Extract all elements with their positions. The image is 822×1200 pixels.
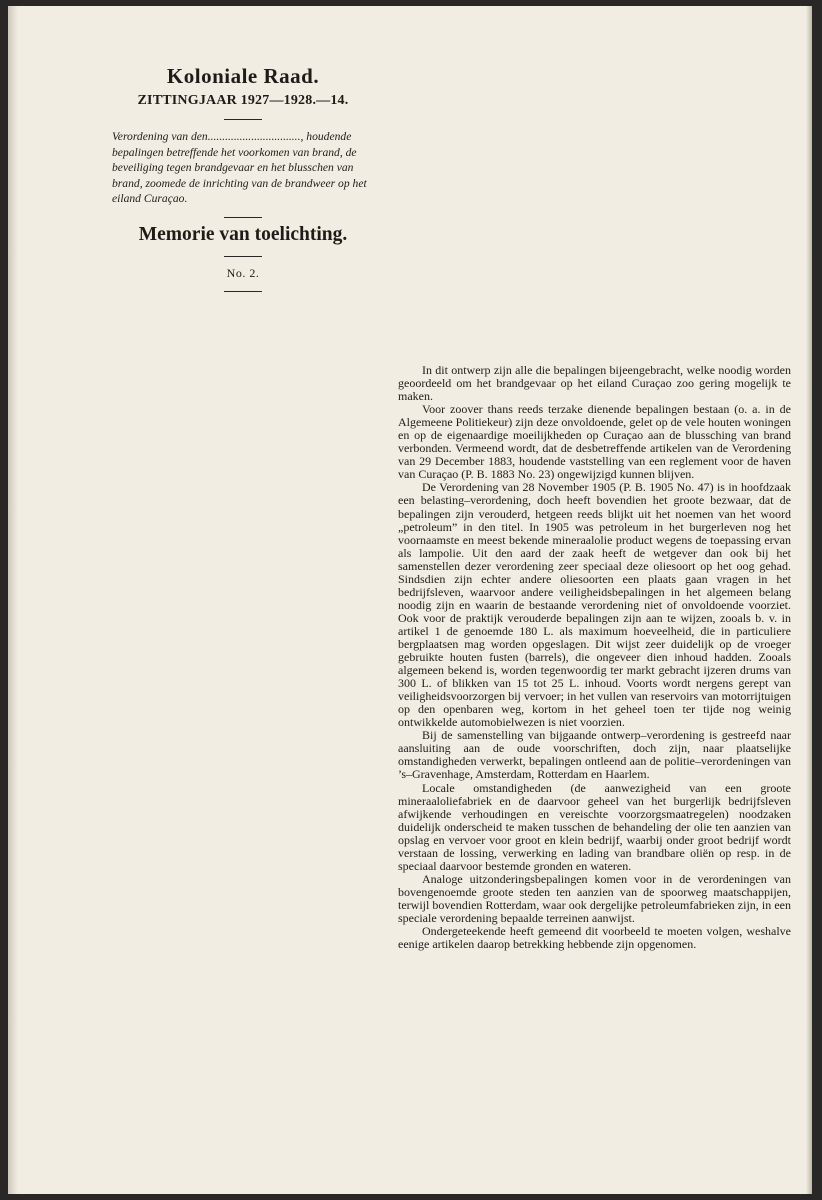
session-year: ZITTINGJAAR 1927—1928.—14. [137, 93, 349, 108]
document-number: No. 2. [226, 265, 260, 280]
ordinance-description: Verordening van den................................, houdende bepalingen betreffende het voorkomen van brand, de beveiliging tegen brandgevaar en het blusschen van brand, zoomede de inrichting van de brandweer op het eiland Curaçao. [112, 130, 367, 205]
body-paragraph: Locale omstandigheden (de aanwezigheid van een groote mineraaloliefabriek en de daarvoor geheel van het burgerlijk bedrijfsleven afwijkende verhoudingen en vereischte voorzorgsmaatregelen) noodzaken duidelijk onderscheid te maken tusschen de behandeling der olie ten aanzien van opslag en vervoer voor groot en klein bedrijf, waarbij onder groot bedrijf wordt verstaan de lossing, verwerking en lading van brandbare oliën op resp. in de speciaal daarvoor bestemde gronden en wateren. [398, 780, 791, 873]
body-paragraph: De Verordening van 28 November 1905 (P. B. 1905 No. 47) is in hoofdzaak een belasting–verordening, doch heeft bovendien het groote bezwaar, dat de bepalingen zijn verouderd, hetgeen reeds blijkt uit het noemen van het woord „petroleum” in den titel. In 1905 was petroleum in het burgerleven nog het voornaamste en meest bekende mineraalolie product wegens de toepassing ervan als lampolie. Uit den aard der zaak heeft de wetgever dan ook bij het samenstellen dezer verordening zeer speciaal deze oliesoort op het oog gehad. Sindsdien zijn echter andere oliesoorten een plaats gaan vragen in het bedrijfsleven, waarvoor andere veiligheidsbepalingen in het algemeen belang noodig zijn en waarin de bestaande verordening niet of onvoldoende voorziet. Ook voor de praktijk verouderde bepalingen zijn aan te wijzen, zooals b. v. in artikel 1 de genoemde 180 L. als maximum hoeveelheid, die in particuliere bergplaatsen mag worden opgeslagen. Dit wijst zeer duidelijk op de vroeger gebruikte houten fusten (barrels), die ongeveer dien inhoud hadden. Zooals algemeen bekend is, worden tegenwoordig ter markt gebracht ijzeren drums van 300 L. of blikken van 15 tot 25 L. inhoud. Voorts wordt nergens gerept van veiligheidsvoorzorgen bij vervoer; in het vullen van reservoirs van motorrijtuigen op den openbaren weg, kortom in het geheel toen ter tijde nog weinig ontwikkelde automobielwezen is niet voorzien. [398, 480, 791, 730]
divider-rule [224, 291, 262, 292]
memo-title: Memorie van toelichting. [138, 223, 348, 245]
body-paragraph: Bij de samenstelling van bijgaande ontwerp–verordening is gestreefd naar aansluiting aan de oude voorschriften, doch zijn, naar plaatselijke omstandigheden verwerkt, bepalingen ontleend aan de politie–verordeningen van ’s–Gravenhage, Amsterdam, Rotterdam en Haarlem. [398, 728, 791, 782]
divider-rule [224, 217, 262, 218]
page-edge-shadow [806, 6, 812, 1194]
divider-rule [224, 119, 262, 120]
page-spine-shadow [8, 6, 18, 1194]
header-column [112, 64, 374, 292]
divider-rule [224, 256, 262, 257]
body-paragraph: In dit ontwerp zijn alle die bepalingen bijeengebracht, welke noodig worden geoordeeld om het brandgevaar op het eiland Curaçao zoo gering mogelijk te maken. [398, 363, 791, 404]
document-page [8, 6, 812, 1194]
body-paragraph: Voor zoover thans reeds terzake dienende bepalingen bestaan (o. a. in de Algemeene Politiekeur) zijn deze onvoldoende, gelet op de vele houten woningen en op de eigenaardige moeilijkheden op Curaçao aan de blussching van brand verbonden. Vermeend wordt, dat de desbetreffende artikelen van de Verordening van 29 December 1883, houdende vaststelling van een reglement voor de haven van Curaçao (P. B. 1883 No. 23) ongewijzigd kunnen blijven. [398, 402, 791, 482]
body-paragraph: Ondergeteekende heeft gemeend dit voorbeeld te moeten volgen, weshalve eenige artikelen daarop betrekking hebbende zijn opgenomen. [398, 924, 791, 952]
memo-body [398, 364, 791, 951]
body-paragraph: Analoge uitzonderingsbepalingen komen voor in de verordeningen van bovengenoemde groote steden ten aanzien van de spoorweg maatschappijen, terwijl bovendien Rotterdam, waar ook dergelijke petroleumfabrieken zijn, in een speciale verordening bepaalde terreinen aanwijst. [398, 871, 791, 925]
council-title: Koloniale Raad. [166, 64, 320, 88]
